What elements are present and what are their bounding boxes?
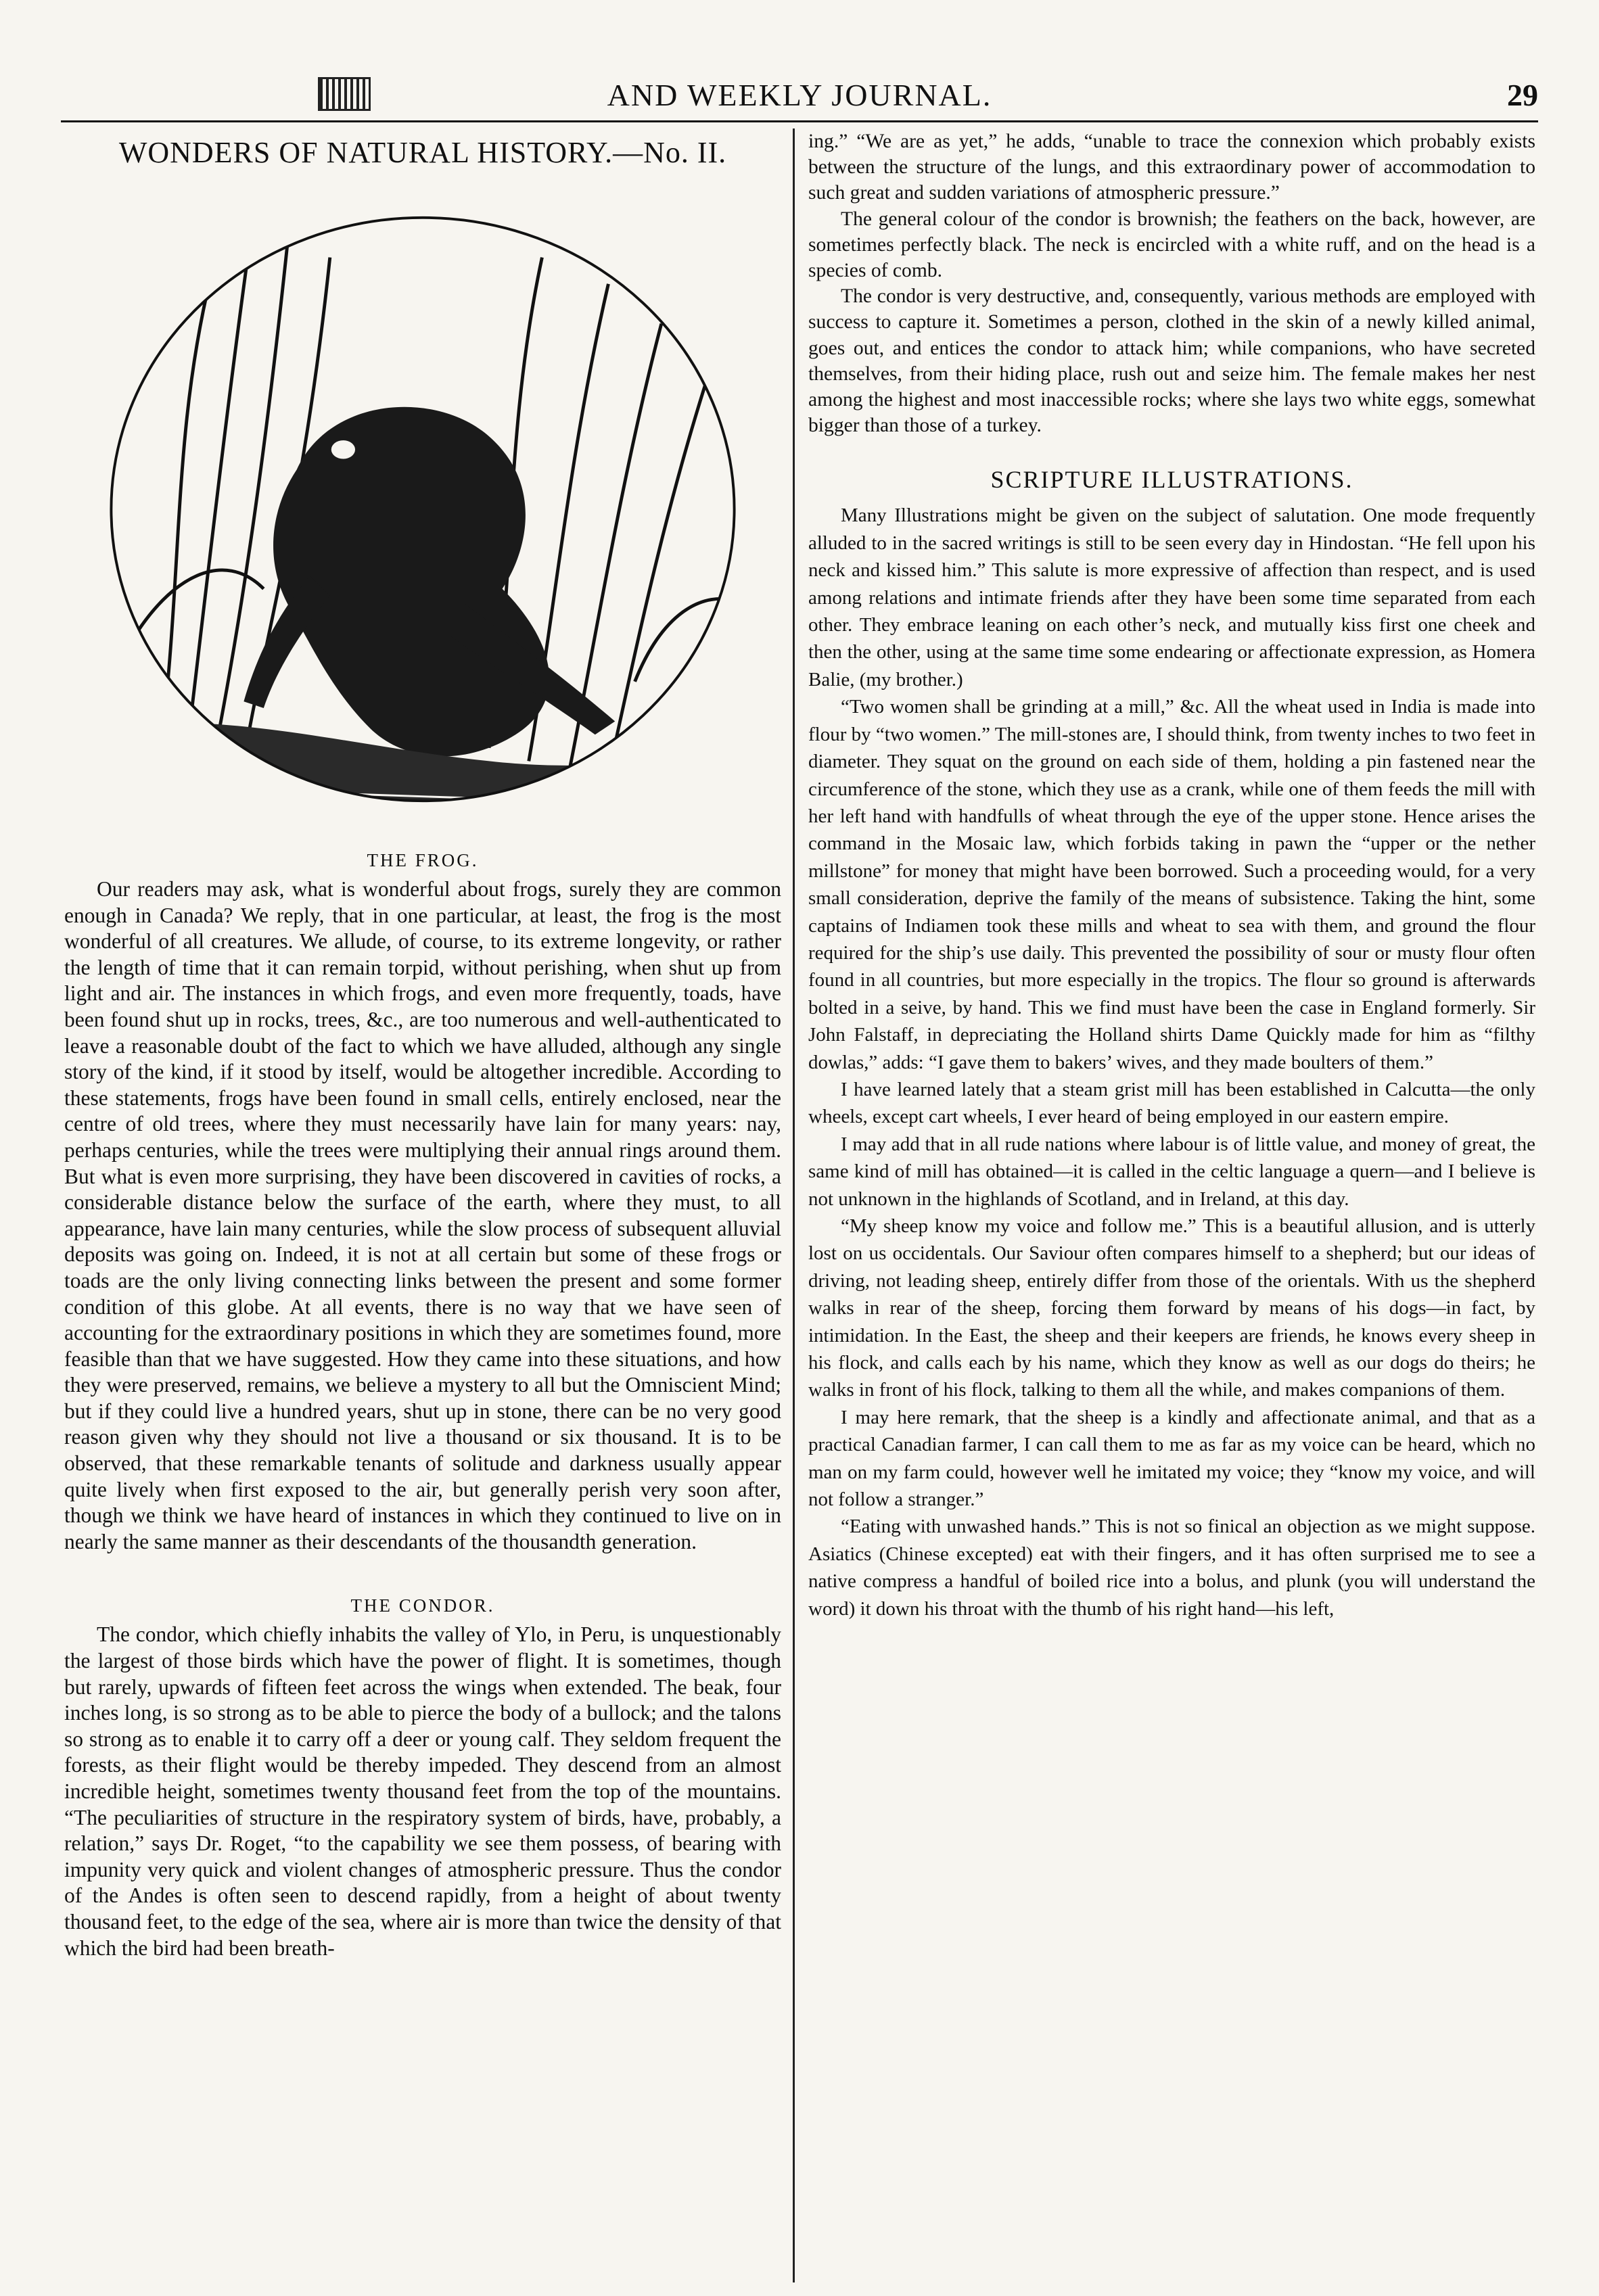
scripture-paragraph: “My sheep know my voice and follow me.” This is a beautiful allusion, and is utterly lost on us occidentals. Our Saviour often compares himself to a shepherd; but our ideas of driving, not leading sheep, entirely differ from those of the orientals. With us the shepherd walks in rear of the sheep, forcing them forward by means of his dogs—in fact, by intimidation. In the East, the sheep and their keepers are friends, he knows every sheep in his flock, and calls each by his name, which they know as well as our dogs do theirs; he walks in front of his flock, talking to them all the while, and makes companions of them. (808, 1215, 1535, 1401)
frog-paragraph: Our readers may ask, what is wonderful about frogs, surely they are common enough in Canada? We reply, that in one particular, at least, the frog is the most wonderful of all creatures. We allude, of course, to its extreme longevity, or rather the length of time that it can remain torpid, without perishing, when shut up from light and air. The instances in which frogs, and even more frequently, toads, have been found shut up in rocks, trees, &c., are too numerous and well-authenticated to leave a reasonable doubt of the fact to which we have alluded, although any single story of the kind, if it stood by itself, would be altogether incredible. According to these statements, frogs have been found in small cells, entirely enclosed, near the centre of old trees, where they must necessarily have lain for many years: nay, perhaps centuries, while the trees were multiplying their annual rings around them. But what is even more surprising, they have been discovered in cavities of rocks, a considerable distance below the surface of the earth, where they must, to all appearance, have lain many centuries, while the slow process of subsequent alluvial deposits was going on. Indeed, it is not at all certain but some of these frogs or toads are the only living connecting links between the present and some former condition of this globe. At all events, there is no way that we have seen of accounting for the extraordinary positions in which they are sometimes found, more feasible than that we have suggested. How they came into these situations, and how they were preserved, remains, we believe a mystery to all but the Omniscient Mind; but if they could live a hundred years, shut up in stone, there can be no very good reason given why they should not live a thousand or six thousand. It is to be observed, that these remarkable tenants of solitude and darkness usually appear quite lively when first exposed to the air, but generally perish very soon after, though we think we have heard of instances in which they continued to live on in nearly the same manner as their descendants of the thousandth generation. (64, 877, 781, 1553)
page-number: 29 (1507, 78, 1538, 112)
scripture-paragraph: I may here remark, that the sheep is a kindly and affectionate animal, and that as a practical Canadian farmer, I can call them to me as far as my voice can be heard, which no man on my farm could, however well he imitated my voice; they “know my voice, and will not follow a stranger.” (808, 1406, 1535, 1511)
condor-continued-paragraph: The condor is very destructive, and, consequently, various methods are employed with success to capture it. Sometimes a person, clothed in the skin of a newly killed animal, goes out, and entices the condor to attack him; while companions, who have secreted themselves, from their hiding place, rush out and seize him. The female makes her nest among the highest and most inaccessible rocks; where she lays two white eggs, somewhat bigger than those of a turkey. (808, 285, 1535, 437)
frog-heading: THE FROG. (367, 850, 479, 870)
condor-paragraph: The condor, which chiefly inhabits the valley of Ylo, in Peru, is unquestionably the largest of those birds which have the power of flight. It is sometimes, though but rarely, upwards of fifteen feet across the wings when extended. The beak, four inches long, is so strong as to be able to pierce the body of a bullock; and the talons so strong as to enable it to carry off a deer or young calf. They seldom frequent the forests, as their flight would be thereby impeded. They descend from an almost incredible height, sometimes twenty thousand feet from the top of the mountains. “The peculiarities of structure in the respiratory system of birds, have, probably, a relation,” says Dr. Roget, “to the capability we see them possess, of bearing with impunity very quick and violent changes of atmospheric pressure. Thus the condor of the Andes is often seen to descend rapidly, from a height of about twenty thousand feet, to the edge of the sea, where air is more than twice the density of that which the bird had been breath- (64, 1622, 781, 1960)
column-divider (793, 128, 795, 2282)
condor-continued-paragraph: The general colour of the condor is brownish; the feathers on the back, however, are sometimes perfectly black. The neck is encircled with a white ruff, and on the head is a species of comb. (808, 208, 1535, 282)
right-column (808, 128, 1535, 1622)
scripture-paragraph: I may add that in all rude nations where labour is of little value, and money of great, the same kind of mill has obtained—it is called in the celtic language a quern—and I believe is not unknown in the highlands of Scotland, and in Ireland, at this day. (808, 1133, 1535, 1210)
scripture-paragraph: Many Illustrations might be given on the subject of salutation. One mode frequently alluded to in the sacred writings is still to be seen every day in Hindostan. “He fell upon his neck and kissed him.” This salute is more expressive of affection than respect, and is used among relations and intimate friends after they have been some time separated from each other. They embrace leaning on each other’s neck, and mutually kiss first one cheek and then the other, using at the same time some endearing or affectionate expression, as Homera Balie, (my brother.) (808, 505, 1535, 690)
scripture-section (808, 465, 1535, 1622)
condor-continued-paragraph: ing.” “We are as yet,” he adds, “unable to trace the connexion which probably exists between the structure of the lungs, and this extraordinary power of accommodation to such great and sudden variations of atmospheric pressure.” (808, 131, 1535, 204)
article-title: WONDERS OF NATURAL HISTORY.—No. II. (118, 136, 727, 169)
running-title: AND WEEKLY JOURNAL. (607, 78, 992, 112)
frog-engraving-icon (91, 178, 754, 841)
condor-heading: THE CONDOR. (350, 1595, 495, 1616)
scripture-heading: SCRIPTURE ILLUSTRATIONS. (990, 466, 1353, 494)
scripture-paragraph: “Eating with unwashed hands.” This is not so finical an objection as we might suppose. Asiatics (Chinese excepted) eat with their fingers, and it has often surprised me to see a native compress a handful of boiled rice into a bolus, and plunk (you will understand the word) it down his throat with the thumb of his right hand—his left, (808, 1516, 1535, 1620)
left-column (64, 128, 781, 1961)
scripture-paragraph: “Two women shall be grinding at a mill,” &c. All the wheat used in India is made into flour by “two women.” The mill-stones are, I should think, from twenty inches to two feet in diameter. They squat on the ground on each side of them, holding a pin fastened near the circumference of the stone, which they use as a crank, while one of them feeds the mill with her left hand with handfulls of wheat through the eye of the upper stone. Hence arises the command in the Mosaic law, which forbids taking in pawn the “upper or the nether millstone” for money that might have been borrowed. Such a proceeding would, for a very small consideration, deprive the family of the means of subsistence. Taking the hint, some captains of Indiamen took these mills and wheat to sea with them, and ground the flour required for the ship’s use daily. This prevented the possibility of sour or musty flour often found in all countries, but more especially in the tropics. The flour so ground is afterwards bolted in a seive, by hand. This we find must have been the case in England formerly. Sir John Falstaff, in depreciating the Holland shirts Dame Quickly made for him as “filthy dowlas,” adds: “I gave them to bakers’ wives, and they made boulters of them.” (808, 696, 1535, 1073)
scripture-paragraph: I have learned lately that a steam grist mill has been established in Calcutta—the only wheels, except cart wheels, I ever heard of being employed in our eastern empire. (808, 1078, 1535, 1128)
page-header (61, 73, 1538, 122)
